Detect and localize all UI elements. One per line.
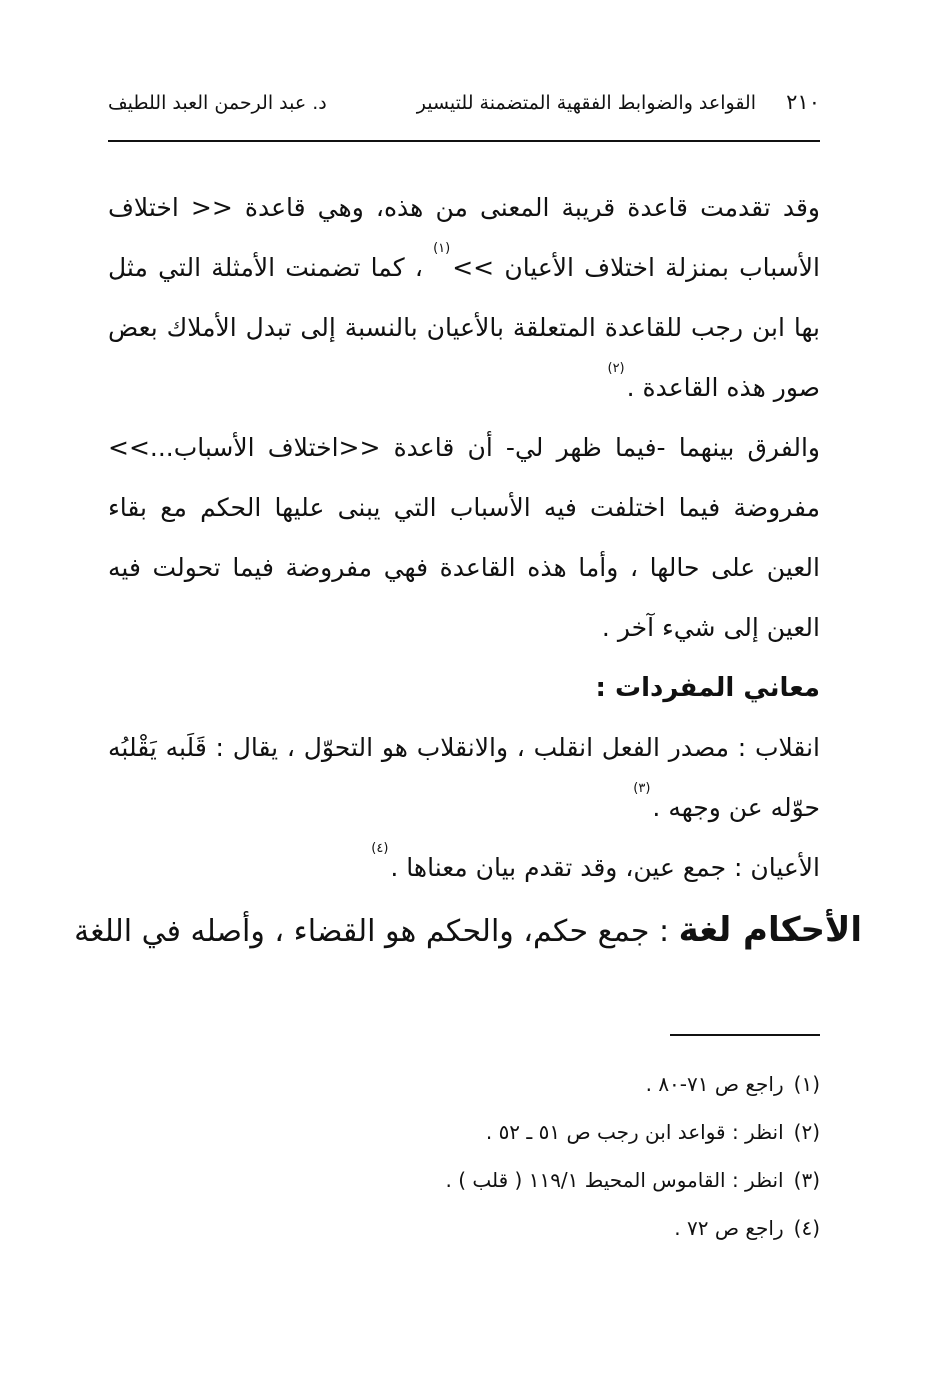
term-ahkam: الأحكام لغة — [678, 910, 862, 950]
page-number: ٢١٠ — [786, 90, 820, 114]
author-name: د. عبد الرحمن العبد اللطيف — [108, 92, 327, 114]
footnote-ref-1[interactable]: (١) — [433, 241, 451, 256]
paragraph-1 — [108, 178, 820, 418]
paragraph-1-text-a: وقد تقدمت قاعدة قريبة المعنى من هذه، وهي قاعدة << اختلاف الأسباب بمنزلة اختلاف الأعيان >> — [108, 193, 820, 282]
footnote-ref-3[interactable]: (٣) — [633, 781, 651, 796]
paragraph-2: والفرق بينهما -فيما ظهر لي- أن قاعدة <<اختلاف الأسباب...>> مفروضة فيما اختلفت فيه الأسباب التي يبنى عليها الحكم مع بقاء العين على حالها ، وأما هذه القاعدة فهي مفروضة فيما تحولت فيه العين إلى شيء آخر . — [108, 433, 820, 642]
section-heading: معاني المفردات : — [595, 673, 820, 703]
footnote-text: انظر : قواعد ابن رجب ص ٥١ ـ ٥٢ . — [485, 1120, 784, 1144]
paragraph-4 — [108, 838, 820, 898]
book-title: القواعد والضوابط الفقهية المتضمنة للتيسير — [416, 92, 756, 114]
footnote-4 — [220, 1204, 820, 1252]
paragraph-1-text-b: ، كما تضمنت الأمثلة التي مثل بها ابن رجب للقاعدة المتعلقة بالأعيان بالنسبة إلى تبدل الأملاك بعض صور هذه القاعدة . — [108, 253, 820, 402]
footnote-ref-2[interactable]: (٢) — [607, 361, 625, 376]
footnote-1 — [220, 1060, 820, 1108]
header-rule — [108, 140, 820, 142]
footnote-mark: (١) — [793, 1072, 820, 1096]
running-header — [108, 88, 820, 124]
footnote-text: راجع ص ٧١-٨٠ . — [645, 1072, 784, 1096]
footnote-mark: (٢) — [793, 1120, 820, 1144]
footnotes — [220, 1060, 820, 1252]
footnote-text: راجع ص ٧٢ . — [674, 1216, 784, 1240]
body-text — [74, 178, 862, 964]
paragraph-3 — [108, 718, 820, 838]
footnote-3 — [220, 1156, 820, 1204]
footnote-mark: (٣) — [793, 1168, 820, 1192]
paragraph-5 — [74, 898, 862, 964]
footnote-ref-4[interactable]: (٤) — [371, 841, 389, 856]
paragraph-5-text: : جمع حكم، والحكم هو القضاء ، وأصله في اللغة — [74, 914, 679, 949]
paragraph-4-text: الأعيان : جمع عين، وقد تقدم بيان معناها . — [390, 853, 820, 882]
footnote-mark: (٤) — [793, 1216, 820, 1240]
footnote-rule — [670, 1034, 820, 1036]
paragraph-3-text: انقلاب : مصدر الفعل انقلب ، والانقلاب هو التحوّل ، يقال : قَلَبه يَقْلبُه حوّله عن وجهه . — [108, 733, 820, 822]
footnote-2 — [220, 1108, 820, 1156]
footnote-text: انظر : القاموس المحيط ١١٩/١ ( قلب ) . — [445, 1168, 784, 1192]
